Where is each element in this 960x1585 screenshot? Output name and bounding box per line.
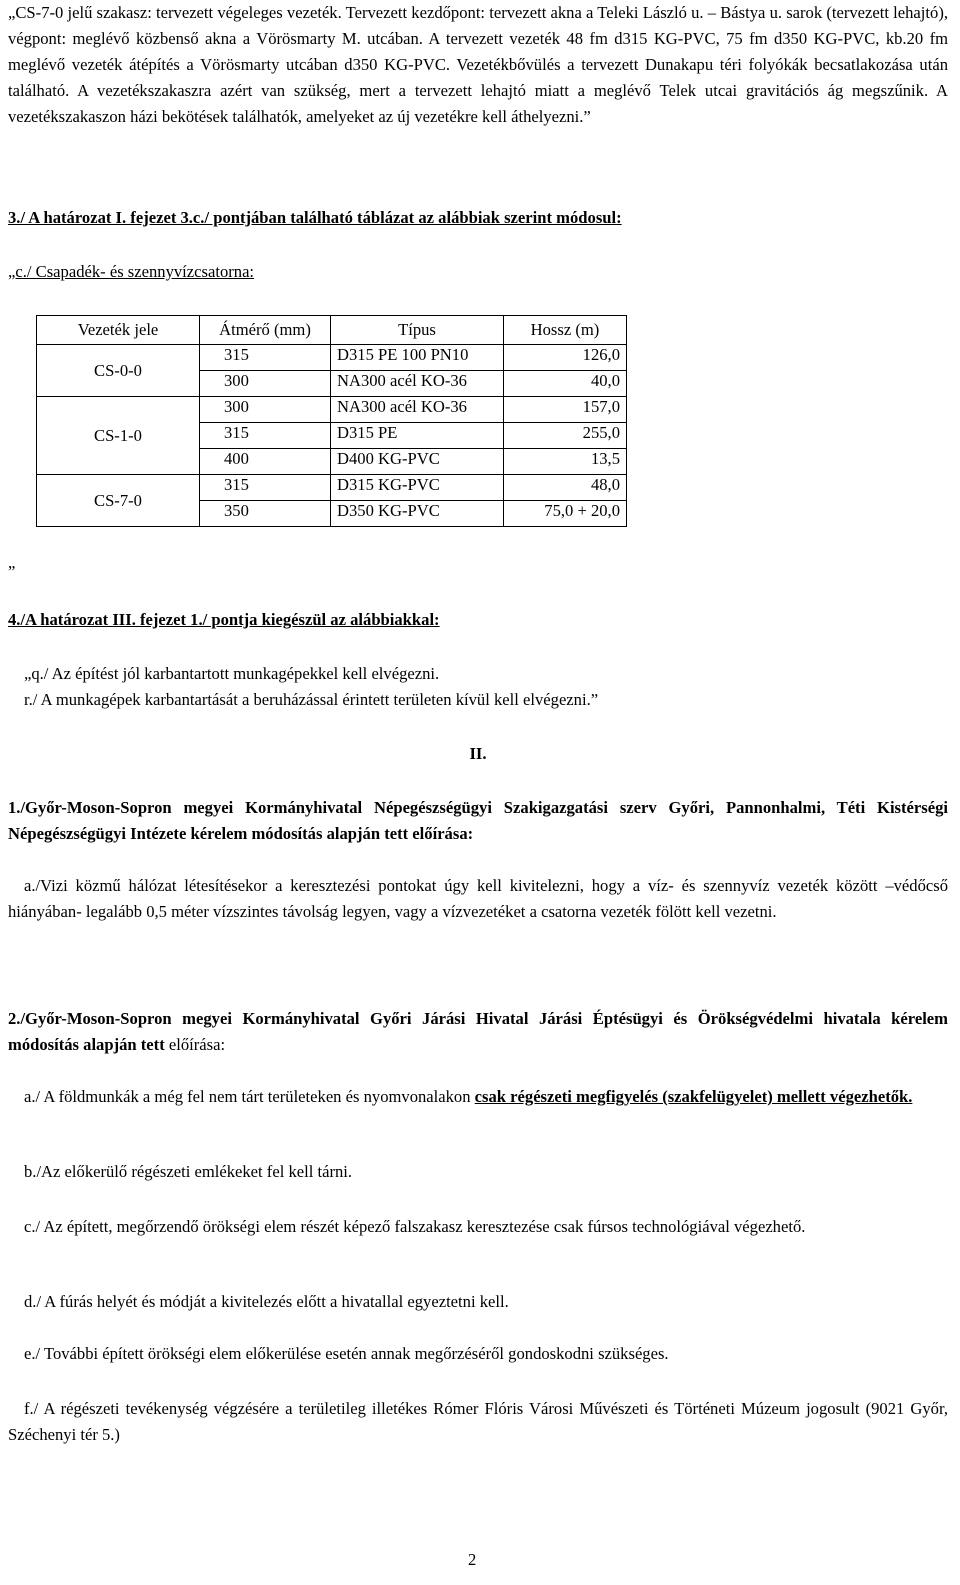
item-2-heading (8, 1006, 948, 1058)
pipe-type: D350 KG-PVC (331, 501, 504, 527)
pipe-length: 157,0 (504, 397, 627, 423)
item-2-c: c./ Az épített, megőrzendő örökségi elem részét képező falszakasz keresztezése csak fúrsos technológiával végezhető. (24, 1217, 806, 1236)
pipe-length: 126,0 (504, 345, 627, 371)
pipe-type: D400 KG-PVC (331, 449, 504, 475)
header-length: Hossz (m) (504, 316, 627, 345)
pipe-code: CS-0-0 (37, 345, 200, 397)
table-row (37, 397, 627, 423)
section-3-heading (8, 208, 948, 228)
item-2-d: d./ A fúrás helyét és módját a kivitelezés előtt a hivatallal egyeztetni kell. (24, 1292, 509, 1311)
closing-quote-mark: ” (8, 562, 16, 581)
pipe-length: 75,0 + 20,0 (504, 501, 627, 527)
item-2-f: f./ A régészeti tevékenység végzésére a területileg illetékes Rómer Flóris Városi Művészeti és Történeti Múzeum jogosult (9021 Győr, Széchenyi tér 5.) (8, 1399, 948, 1444)
pipe-diameter: 350 (200, 501, 331, 527)
item-2-a (8, 1084, 948, 1110)
pipe-type: NA300 acél KO-36 (331, 397, 504, 423)
pipe-length: 40,0 (504, 371, 627, 397)
pipe-diameter: 300 (200, 371, 331, 397)
table-header-row (37, 316, 627, 345)
item-1-heading: 1./Győr-Moson-Sopron megyei Kormányhivatal Népegészségügyi Szakigazgatási szerv Győri, Pannonhalmi, Téti Kistérségi Népegészségügyi Intézete kérelem módosítás alapján tett előírása: (8, 798, 948, 843)
pipe-length: 255,0 (504, 423, 627, 449)
pipe-type: D315 PE (331, 423, 504, 449)
item-2-b: b./Az előkerülő régészeti emlékeket fel kell tárni. (24, 1162, 353, 1181)
pipe-diameter: 315 (200, 345, 331, 371)
pipe-type: D315 PE 100 PN10 (331, 345, 504, 371)
pipe-diameter: 315 (200, 475, 331, 501)
pipe-diameter: 400 (200, 449, 331, 475)
section-4-item-q: „q./ Az építést jól karbantartott munkagépekkel kell elvégezni. (24, 664, 440, 683)
item-1-a: a./Vizi közmű hálózat létesítésekor a keresztezési pontokat úgy kell kivitelezni, hogy a víz- és szennyvíz vezeték között –védőcső hiányában- legalább 0,5 méter vízszintes távolság legyen, vagy a vízvezetéket a csatorna vezeték fölött kell vezetni. (8, 876, 948, 921)
part-ii-heading: II. (469, 744, 487, 763)
pipe-length: 48,0 (504, 475, 627, 501)
item-2-heading-tail: előírása: (164, 1035, 226, 1054)
pipe-diameter: 315 (200, 423, 331, 449)
section-3-heading-text: 3./ A határozat I. fejezet 3.c./ pontjában található táblázat az alábbiak szerint módosul: (8, 208, 622, 227)
item-2-heading-bold: 2./Győr-Moson-Sopron megyei Kormányhivatal Győri Járási Hivatal Járási Éptésügyi és Örökségvédelmi hivatala kérelem módosítás alapján tett (8, 1009, 948, 1054)
page-number: 2 (468, 1550, 477, 1569)
pipe-diameter: 300 (200, 397, 331, 423)
section-4-heading (8, 610, 948, 630)
item-2-a-emphasis: csak régészeti megfigyelés (szakfelügyelet) mellett végezhetők. (474, 1087, 913, 1106)
table-row (37, 475, 627, 501)
pipe-length: 13,5 (504, 449, 627, 475)
section-3-subheading (8, 262, 948, 282)
section-3-subheading-text: „c./ Csapadék- és szennyvízcsatorna: (8, 262, 255, 281)
table-row (37, 345, 627, 371)
item-2-e: e./ További épített örökségi elem előkerülése esetén annak megőrzéséről gondoskodni szükséges. (24, 1344, 669, 1363)
header-type: Típus (331, 316, 504, 345)
section-4-heading-text: 4./A határozat III. fejezet 1./ pontja kiegészül az alábbiakkal: (8, 610, 440, 629)
section-4-item-r: r./ A munkagépek karbantartását a beruházással érintett területen kívül kell elvégezni.” (24, 690, 599, 709)
pipe-type: NA300 acél KO-36 (331, 371, 504, 397)
item-2-a-text: a./ A földmunkák a még fel nem tárt területeken és nyomvonalakon (24, 1087, 475, 1106)
pipe-type: D315 KG-PVC (331, 475, 504, 501)
intro-paragraph: „CS-7-0 jelű szakasz: tervezett végeleges vezeték. Tervezett kezdőpont: tervezett akna a Teleki László u. – Bástya u. sarok (tervezett lehajtó), végpont: meglévő közbenső akna a Vörösmarty M. utcában. A tervezett vezeték 48 fm d315 KG-PVC, 75 fm d350 KG-PVC, kb.20 fm meglévő vezeték átépítés a Vörösmarty utcában d350 KG-PVC. Vezetékbővülés a tervezett Dunakapu téri folyókák becsatlakozása után található. A vezetékszakaszra azért van szükség, mert a tervezett lehajtó miatt a meglévő Telek utcai gravitációs ág megszűnik. A vezetékszakaszon házi bekötések találhatók, amelyeket az új vezetékre kell áthelyezni.” (8, 3, 948, 126)
pipe-code: CS-1-0 (37, 397, 200, 475)
pipe-table (36, 315, 627, 527)
header-code: Vezeték jele (37, 316, 200, 345)
header-diameter: Átmérő (mm) (200, 316, 331, 345)
pipe-code: CS-7-0 (37, 475, 200, 527)
